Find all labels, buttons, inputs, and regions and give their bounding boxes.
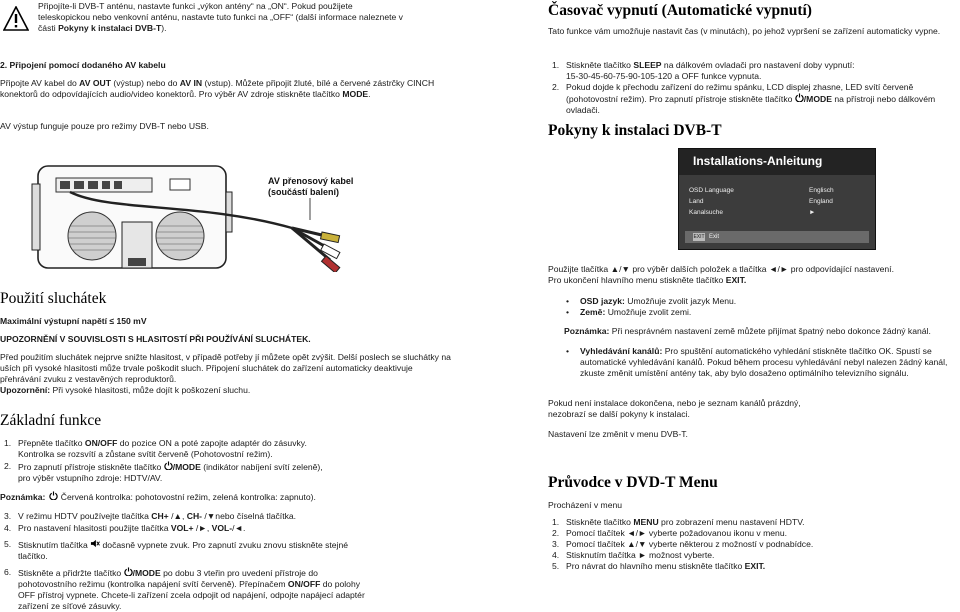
av-cable-heading: 2. Připojení pomocí dodaného AV kabelu — [0, 60, 166, 70]
timer-step-2: 2. Pokud dojde k přechodu zařízení do režimu spánku, LCD displej zhasne, LED svítí červeně (pohotovostní režim). Pro zapnutí přístroje stiskněte tlačítko /MODE na přístroji nebo dálkovém ovladači. — [552, 82, 936, 115]
max-output-voltage: Maximální výstupní napětí ≤ 150 mV — [0, 316, 147, 326]
mute-icon — [90, 539, 100, 548]
sleep-timer-list — [548, 60, 953, 116]
warning-triangle-icon — [3, 6, 29, 32]
osd-title: Installations-Anleitung — [693, 154, 823, 168]
basic-step-5: 5. Stisknutím tlačítka dočasně vypnete zvuk. Pro zapnutí zvuku znovu stiskněte stejné tlačítko. — [4, 539, 349, 561]
osd-row-label: Land — [689, 198, 704, 205]
install-incomplete-note: Pokud není instalace dokončena, nebo je seznam kanálů prázdný, nezobrazí se další pokyny k instalaci. — [548, 398, 801, 419]
av-cable-paragraph: Připojte AV kabel do AV OUT (výstup) nebo do AV IN (vstup). Můžete připojit žluté, bílé a červené zástrčky CINCH konektorů do odpovídajících audio/video konektorů. Pro výběr AV zdroje stiskněte tlačítko MODE. — [0, 78, 435, 99]
osd-installation-screen — [678, 148, 876, 250]
channel-search-list — [548, 346, 958, 379]
device-av-cable-figure — [30, 162, 390, 272]
power-icon — [164, 461, 173, 470]
dvbt-install-title: Pokyny k instalaci DVB-T — [548, 122, 722, 139]
osd-row-language[interactable] — [689, 185, 865, 196]
dvd-step-1: 1. Stiskněte tlačítko MENU pro zobrazení menu nastavení HDTV. — [552, 517, 805, 527]
osd-row-value: ► — [809, 209, 816, 216]
power-icon — [795, 93, 804, 102]
basic-step-3: 3. V režimu HDTV používejte tlačítka CH+ /▲, CH- /▼nebo číselná tlačítka. — [4, 511, 297, 521]
headphones-warning: UPOZORNĚNÍ V SOUVISLOSTI S HLASITOSTÍ PŘI POUŽÍVÁNÍ SLUCHÁTEK. — [0, 334, 311, 344]
channel-search-item: • Vyhledávání kanálů: Pro spuštění automatického vyhledání stiskněte tlačítko OK. Spustí se automatické vyhledávání kanálů. Pokud během procesu vyhledávání nebyl nalezen žádný kanál, zkuste změnit umístění antény tak, aby bylo dosaženo optimálního televizního signálu. — [548, 346, 958, 379]
basic-step-1: 1. Přepněte tlačítko ON/OFF do pozice ON a poté zapojte adaptér do zásuvky. Kontrolka se rozsvítí a zůstane svítit červeně (Pohotovostní režim). — [4, 438, 307, 459]
setup-change-note: Nastavení lze změnit v menu DVB-T. — [548, 429, 688, 439]
hearing-caution: Upozornění: Při vysoké hlasitosti, může dojít k poškození sluchu. — [0, 385, 251, 395]
figure-caption-line1: AV přenosový kabel — [268, 176, 354, 186]
av-output-note: AV výstup funguje pouze pro režimy DVB-T nebo USB. — [0, 121, 209, 131]
basic-step-2: 2. Pro zapnutí přístroje stiskněte tlačítko /MODE (indikátor nabíjení svítí zeleně), pro výběr vstupního zdroje: HDTV/AV. — [4, 461, 323, 483]
basic-note: Poznámka: Červená kontrolka: pohotovostní režim, zelená kontrolka: zapnuto). — [0, 492, 316, 502]
osd-navigation-paragraph: Použijte tlačítka ▲/▼ pro výběr dalších položek a tlačítka ◄/► pro odpovídající nastavení. Pro ukončení hlavního menu stiskněte tlačítko EXIT. — [548, 264, 894, 285]
basic-functions-list-a — [0, 438, 440, 484]
osd-row-channel-search[interactable] — [689, 207, 865, 218]
basic-functions-title: Základní funkce — [0, 412, 102, 429]
osd-row-label: Kanalsuche — [689, 209, 723, 216]
power-icon — [124, 567, 133, 576]
menu-browse-label: Procházení v menu — [548, 500, 623, 510]
headphones-title: Použití sluchátek — [0, 290, 107, 307]
dvd-step-4: 4. Stisknutím tlačítka ► možnost vyberte. — [552, 550, 715, 560]
osd-row-value: Englisch — [809, 187, 834, 194]
dvbt-antenna-note: Připojíte-li DVB-T anténu, nastavte funkci „výkon antény“ na „ON“. Pokud použijete teleskopickou nebo venkovní anténu, nastavte tuto funkci na „OFF“ (další informace naleznete v části Pokyny k instalaci DVB-T). — [38, 1, 403, 33]
figure-caption-line2: (součástí balení) — [268, 187, 340, 197]
dvd-step-3: 3. Pomocí tlačítek ▲/▼ vyberte některou z možností v podnabídce. — [552, 539, 814, 549]
osd-options-list — [548, 296, 953, 318]
headphones-paragraph: Před použitím sluchátek nejprve snižte hlasitost, v případě potřeby jí můžete opět zvýšit. Delší poslech se sluchátky na uších při vysoké hlasitosti může trvale poškodit sluch. Připojení sluchátek do zařízení automaticky deaktivuje přehrávání zvuku z vestavěných reproduktorů. — [0, 352, 451, 384]
country-note: Poznámka: Při nesprávném nastavení země můžete přijímat špatný nebo dokonce žádný kanál. — [564, 326, 931, 336]
right-column — [548, 0, 960, 606]
osd-exit-label: Exit — [709, 234, 720, 240]
country-item: • Země: Umožňuje zvolit zemi. — [548, 307, 953, 318]
dvd-step-5: 5. Pro návrat do hlavního menu stiskněte tlačítko EXIT. — [552, 561, 766, 571]
osd-menu — [689, 185, 865, 218]
timer-step-1: 1. Stiskněte tlačítko SLEEP na dálkovém ovladači pro nastavení doby vypnutí: 15-30-45-60-75-90-105-120 a OFF funkce vypnuta. — [552, 60, 855, 81]
osd-row-label: OSD Language — [689, 187, 734, 194]
dvd-menu-steps — [548, 517, 953, 572]
osd-exit-key: EXIT — [693, 234, 705, 240]
sleep-timer-paragraph: Tato funkce vám umožňuje nastavit čas (v minutách), po jehož vypršení se zařízení automaticky vypne. — [548, 26, 941, 36]
sleep-timer-title: Časovač vypnutí (Automatické vypnutí) — [548, 2, 812, 19]
basic-step-6: 6. Stiskněte a přidržte tlačítko /MODE po dobu 3 vteřin pro uvedení přístroje do pohotovostního režimu (kontrolka napájení svítí červeně). Přepínačem ON/OFF do polohy OFF přístroj vypnete. Chcete-li zařízení zcela odpojit od napájení, odpojte napájecí adaptér zařízení ze síťové zásuvky. — [4, 567, 365, 611]
dvd-menu-title: Průvodce v DVD-T Menu — [548, 474, 718, 491]
left-column — [0, 0, 470, 611]
dvd-step-2: 2. Pomocí tlačítek ◄/► vyberte požadovanou ikonu v menu. — [552, 528, 787, 538]
osd-row-value: England — [809, 198, 833, 205]
basic-functions-list-b — [0, 511, 372, 612]
osd-language-item: • OSD jazyk: Umožňuje zvolit jazyk Menu. — [548, 296, 953, 307]
osd-row-country[interactable] — [689, 196, 865, 207]
basic-step-4: 4. Pro nastavení hlasitosti použijte tlačítka VOL+ /►, VOL-/◄. — [4, 523, 246, 533]
